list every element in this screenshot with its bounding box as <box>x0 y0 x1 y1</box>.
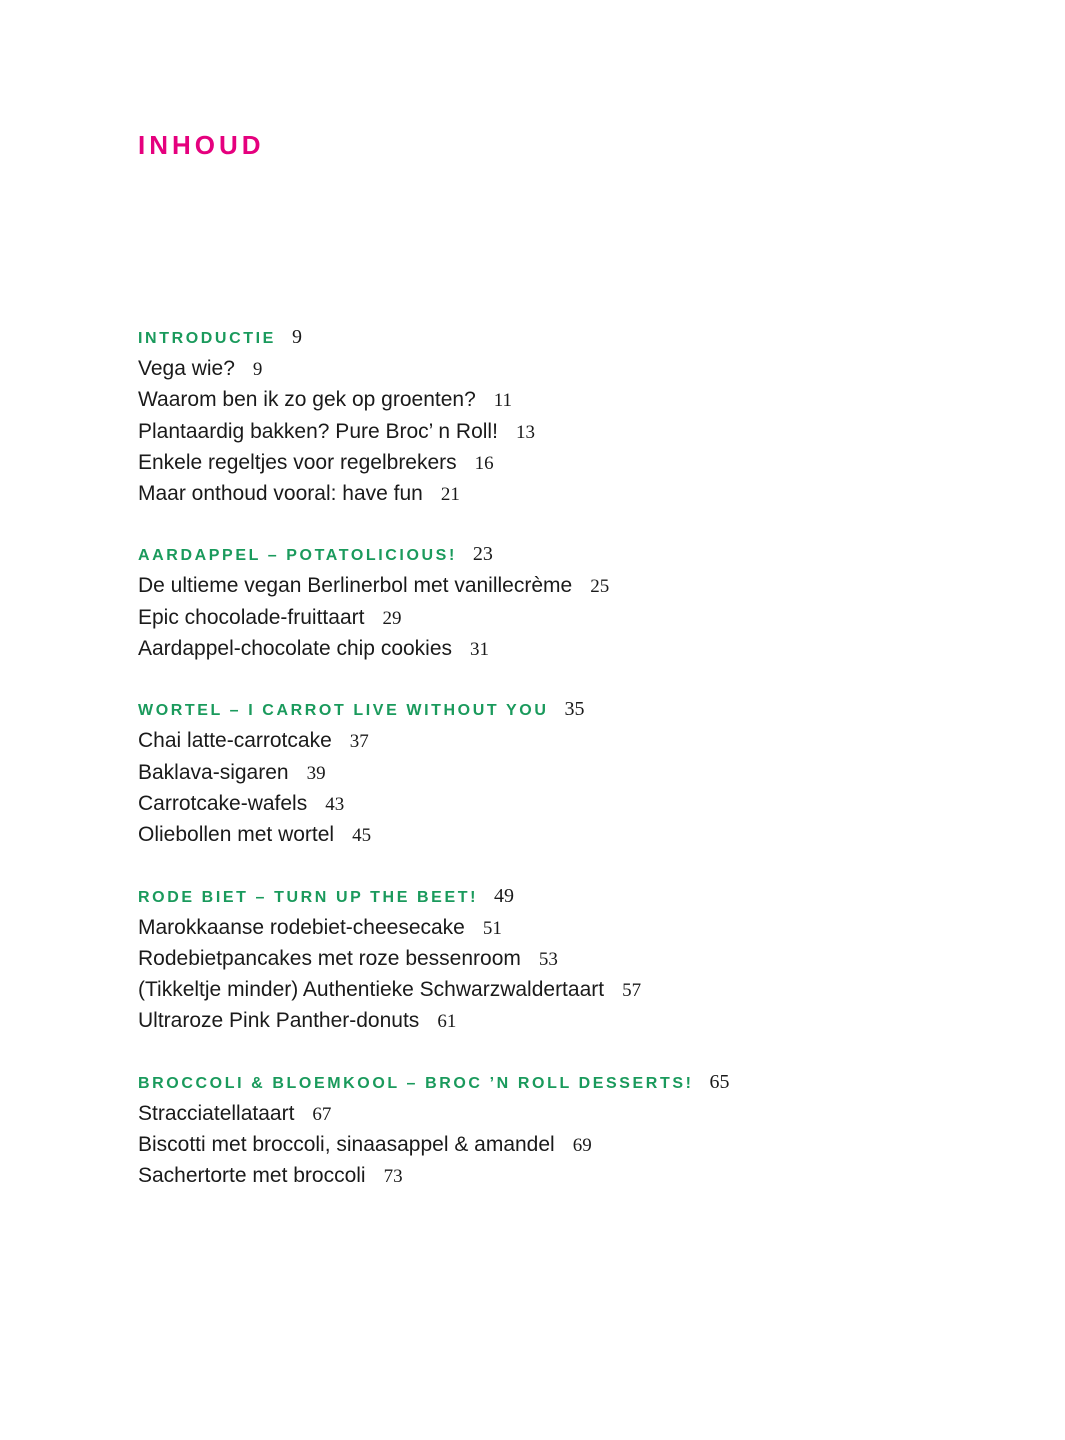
entry-title: Enkele regeltjes voor regelbrekers <box>138 450 457 474</box>
entry-title: Aardappel-chocolate chip cookies <box>138 637 453 661</box>
entry-title: De ultieme vegan Berlinerbol met vanillecrème <box>138 574 573 598</box>
section-page-number: 65 <box>709 1070 730 1093</box>
entry-page-number: 11 <box>493 390 513 412</box>
toc-entry[interactable] <box>138 1005 998 1036</box>
entry-title: Rodebietpancakes met roze bessenroom <box>138 946 521 970</box>
entry-title: Epic chocolade-fruittaart <box>138 605 365 629</box>
toc-entry[interactable] <box>138 912 998 943</box>
entry-page-number: 25 <box>590 576 610 598</box>
entry-page-number: 45 <box>352 825 372 847</box>
entry-page-number: 29 <box>382 607 402 629</box>
toc-section <box>138 881 998 1037</box>
toc-entry[interactable] <box>138 1098 998 1129</box>
section-page-number: 49 <box>494 884 515 907</box>
section-heading[interactable] <box>138 881 998 912</box>
section-title: BROCCOLI & BLOEMKOOL – BROC ’N ROLL DESSERTS! <box>138 1074 694 1092</box>
entry-title: Vega wie? <box>138 357 235 380</box>
entry-page-number: 67 <box>312 1103 332 1125</box>
entry-title: Ultraroze Pink Panther-donuts <box>138 1009 420 1033</box>
toc-entry[interactable] <box>138 943 998 974</box>
entry-title: Maar onthoud vooral: have fun <box>138 482 423 506</box>
section-title: INTRODUCTIE <box>138 330 276 347</box>
entry-page-number: 39 <box>306 762 326 784</box>
entry-title: Carrotcake-wafels <box>138 791 308 815</box>
entry-title: Marokkaanse rodebiet-cheesecake <box>138 915 465 939</box>
toc-entry[interactable] <box>138 570 998 601</box>
entry-title: Sachertorte met broccoli <box>138 1164 366 1188</box>
table-of-contents <box>138 322 998 1222</box>
toc-entry[interactable] <box>138 633 998 664</box>
entry-title: Plantaardig bakken? Pure Broc’ n Roll! <box>138 419 498 443</box>
toc-section <box>138 694 998 850</box>
toc-entry[interactable] <box>138 602 998 633</box>
page-title: INHOUD <box>138 130 265 160</box>
entry-page-number: 53 <box>538 948 558 970</box>
entry-page-number: 51 <box>482 917 502 939</box>
entry-page-number: 31 <box>470 639 490 661</box>
entry-page-number: 37 <box>349 731 369 753</box>
entry-title: Oliebollen met wortel <box>138 823 335 847</box>
entry-title: Biscotti met broccoli, sinaasappel & amandel <box>138 1133 555 1157</box>
entry-page-number: 73 <box>383 1166 403 1188</box>
section-title: AARDAPPEL – POTATOLICIOUS! <box>138 547 457 565</box>
entry-page-number: 16 <box>474 452 494 474</box>
entry-page-number: 21 <box>440 484 460 506</box>
toc-entry[interactable] <box>138 974 998 1005</box>
entry-page-number: 43 <box>325 793 345 815</box>
entry-title: Chai latte-carrotcake <box>138 729 332 753</box>
toc-entry[interactable] <box>138 447 998 478</box>
entry-title: Waarom ben ik zo gek op groenten? <box>138 388 476 412</box>
section-heading[interactable] <box>138 539 998 570</box>
toc-section <box>138 539 998 664</box>
entry-title: Baklava-sigaren <box>138 760 289 784</box>
entry-title: (Tikkeltje minder) Authentieke Schwarzwaldertaart <box>138 978 605 1002</box>
toc-entry[interactable] <box>138 725 998 756</box>
toc-entry[interactable] <box>138 819 998 850</box>
section-heading[interactable] <box>138 322 998 353</box>
section-title: WORTEL – I CARROT LIVE WITHOUT YOU <box>138 702 549 720</box>
toc-section <box>138 1067 998 1192</box>
section-heading[interactable] <box>138 694 998 725</box>
toc-entry[interactable] <box>138 1160 998 1191</box>
toc-entry[interactable] <box>138 757 998 788</box>
entry-page-number: 61 <box>437 1011 457 1033</box>
section-page-number: 35 <box>564 698 585 721</box>
section-heading[interactable] <box>138 1067 998 1098</box>
entry-page-number: 57 <box>622 980 642 1002</box>
entry-title: Stracciatellataart <box>138 1101 295 1125</box>
toc-entry[interactable] <box>138 1129 998 1160</box>
toc-entry[interactable] <box>138 353 998 384</box>
entry-page-number: 69 <box>572 1135 592 1157</box>
toc-entry[interactable] <box>138 384 998 415</box>
section-page-number: 9 <box>291 326 302 348</box>
toc-entry[interactable] <box>138 478 998 509</box>
entry-page-number: 9 <box>252 359 263 380</box>
entry-page-number: 13 <box>515 421 535 443</box>
section-page-number: 23 <box>472 543 493 566</box>
toc-entry[interactable] <box>138 416 998 447</box>
toc-entry[interactable] <box>138 788 998 819</box>
section-title: RODE BIET – TURN UP THE BEET! <box>138 888 479 906</box>
toc-section <box>138 322 998 509</box>
